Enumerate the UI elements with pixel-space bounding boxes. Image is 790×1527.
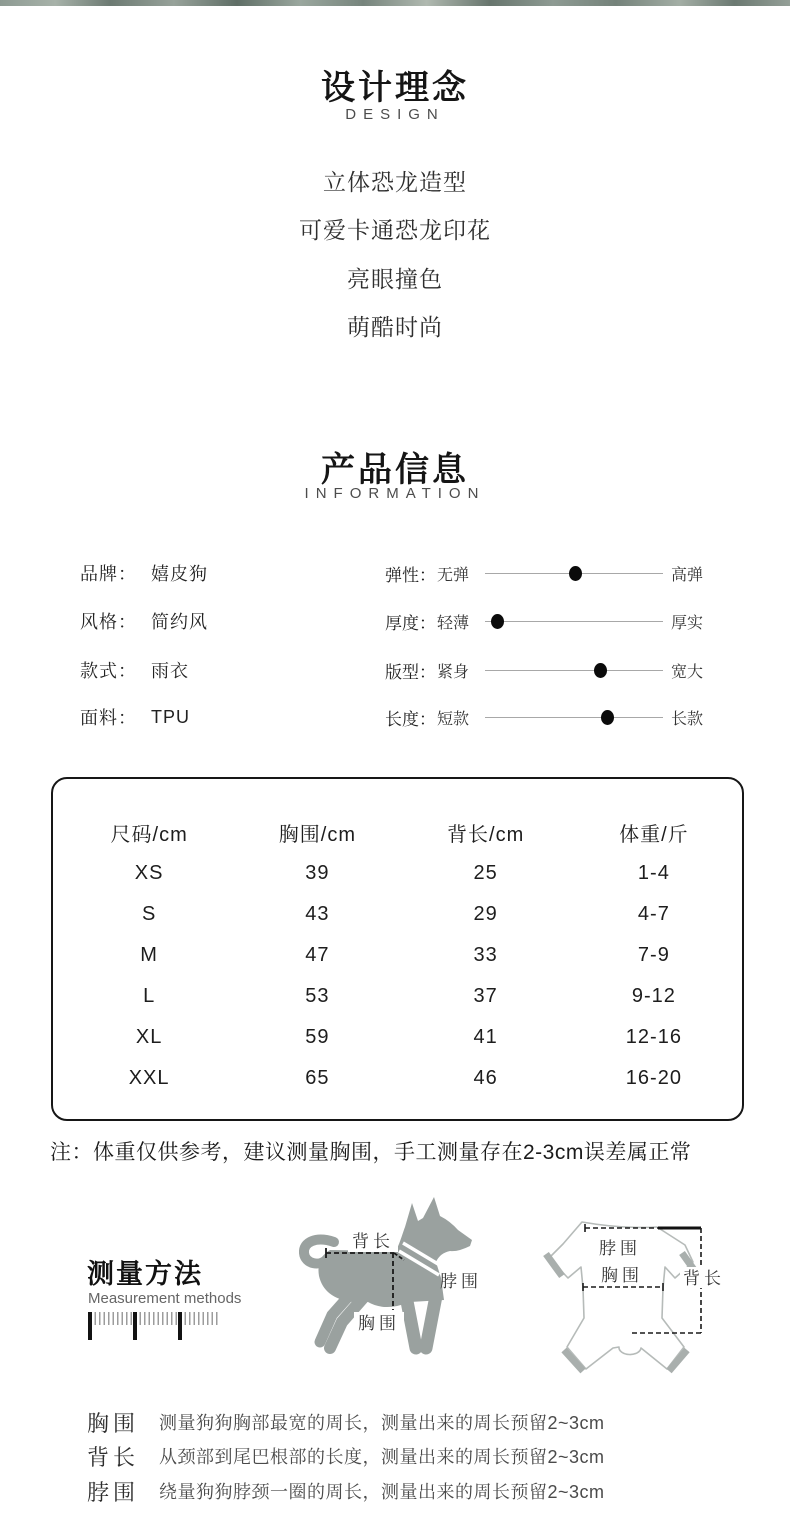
attribute-label: 面料： [80, 708, 137, 728]
size-note: 注：体重仅供参考，建议测量胸围，手工测量存在2-3cm误差属正常 [50, 1141, 692, 1164]
definition-desc: 从颈部到尾巴根部的长度，测量出来的周长预留2~3cm [159, 1447, 605, 1467]
slider-label: 厚度： [385, 613, 436, 633]
dog-back-label: 背长 [352, 1232, 394, 1251]
slider-left-word: 短款 [437, 710, 470, 728]
slider-left-word: 轻薄 [437, 614, 470, 632]
table-row [53, 981, 742, 1011]
header-cell: 背长/cm [447, 823, 525, 846]
table-cell: 65 [305, 1066, 330, 1089]
slider-left-word: 紧身 [437, 663, 470, 681]
definition-row-neck [87, 1477, 605, 1505]
measure-title: 测量方法 [87, 1259, 203, 1289]
slider-right-word: 宽大 [671, 663, 704, 681]
slider-right-word: 厚实 [671, 614, 704, 632]
table-cell: 25 [473, 861, 498, 884]
slider-track [485, 717, 663, 718]
table-cell: 29 [473, 902, 498, 925]
ruler-major-tick [178, 1312, 182, 1340]
table-cell: S [141, 902, 157, 925]
header-cell: 胸围/cm [278, 823, 356, 846]
table-cell: 41 [473, 1025, 498, 1048]
table-cell: XL [135, 1025, 163, 1048]
table-cell: XXL [128, 1066, 170, 1089]
attribute-value: TPU [151, 706, 190, 727]
product-section-subtitle: INFORMATION [304, 485, 486, 502]
slider-dot [594, 663, 607, 678]
attribute-value: 雨衣 [151, 661, 189, 681]
feature-line: 立体恐龙造型 [323, 169, 467, 195]
table-cell: 46 [473, 1066, 498, 1089]
garment-measure-diagram [535, 1200, 765, 1385]
product-section-title: 产品信息 [321, 451, 469, 489]
size-table [51, 777, 744, 1121]
slider-label: 长度： [385, 709, 436, 729]
definition-row-back [87, 1442, 605, 1470]
ruler-small-ticks [90, 1312, 220, 1325]
slider-track [485, 621, 663, 622]
definition-term: 胸围 [87, 1410, 140, 1436]
attribute-row [80, 704, 190, 730]
table-cell: 12-16 [625, 1025, 682, 1048]
attribute-label: 品牌： [80, 564, 137, 584]
table-cell: 39 [305, 861, 330, 884]
table-cell: 4-7 [637, 902, 670, 925]
photo-edge-strip [0, 0, 790, 6]
dog-chest-label: 胸围 [358, 1314, 400, 1333]
ruler-icon [88, 1312, 221, 1340]
table-row [53, 1022, 742, 1052]
garment-chest-label: 胸围 [601, 1266, 643, 1285]
table-row [53, 1063, 742, 1093]
table-cell: M [140, 943, 158, 966]
slider-dot [569, 566, 582, 581]
feature-line: 萌酷时尚 [347, 314, 443, 340]
garment-back-label: 背长 [683, 1269, 725, 1288]
attribute-label: 款式： [80, 661, 137, 681]
measure-subtitle: Measurement methods [88, 1290, 242, 1307]
slider-dot [491, 614, 504, 629]
attribute-value: 简约风 [151, 612, 208, 632]
slider-track [485, 670, 663, 671]
slider-track [485, 573, 663, 574]
attribute-value: 嬉皮狗 [151, 564, 208, 584]
definition-desc: 测量狗狗胸部最宽的周长，测量出来的周长预留2~3cm [159, 1413, 605, 1433]
feature-line: 可爱卡通恐龙印花 [299, 217, 491, 243]
header-cell: 体重/斤 [619, 823, 689, 846]
table-cell: 59 [305, 1025, 330, 1048]
dog-measure-diagram [290, 1190, 530, 1380]
table-cell: 37 [473, 984, 498, 1007]
definition-row-chest [87, 1408, 605, 1436]
slider-right-word: 高弹 [671, 566, 704, 584]
table-row [53, 899, 742, 929]
dog-front-leg [426, 1296, 436, 1348]
attribute-row [80, 657, 189, 683]
slider-row-thickness [385, 608, 715, 634]
definition-desc: 绕量狗狗脖颈一圈的周长，测量出来的周长预留2~3cm [159, 1482, 605, 1502]
table-cell: 7-9 [637, 943, 670, 966]
table-row [53, 858, 742, 888]
table-cell: 16-20 [625, 1066, 682, 1089]
dog-neck-label: 脖围 [440, 1272, 482, 1291]
slider-label: 版型： [385, 662, 436, 682]
table-cell: 43 [305, 902, 330, 925]
slider-label: 弹性： [385, 565, 436, 585]
table-cell: XS [134, 861, 164, 884]
size-table-header-row [53, 817, 742, 847]
table-cell: 1-4 [637, 861, 670, 884]
dog-front-leg [406, 1296, 416, 1348]
slider-dot [601, 710, 614, 725]
table-cell: 47 [305, 943, 330, 966]
table-cell: 9-12 [631, 984, 676, 1007]
slider-row-fit [385, 657, 715, 683]
table-cell: L [143, 984, 156, 1007]
slider-right-word: 长款 [671, 710, 704, 728]
attribute-row [80, 608, 208, 634]
table-cell: 33 [473, 943, 498, 966]
header-cell: 尺码/cm [110, 823, 188, 846]
slider-left-word: 无弹 [437, 566, 470, 584]
attribute-label: 风格： [80, 612, 137, 632]
definition-term: 脖围 [87, 1479, 140, 1505]
design-section-title: 设计理念 [321, 69, 469, 107]
ruler-major-tick [133, 1312, 137, 1340]
ruler-major-tick [88, 1312, 92, 1340]
design-section-subtitle: DESIGN [345, 106, 445, 123]
garment-neck-label: 脖围 [599, 1239, 641, 1258]
attribute-row [80, 560, 208, 586]
table-row [53, 940, 742, 970]
feature-line: 亮眼撞色 [347, 266, 443, 292]
slider-row-length [385, 704, 715, 730]
slider-row-elasticity [385, 560, 715, 586]
table-cell: 53 [305, 984, 330, 1007]
definition-term: 背长 [87, 1444, 140, 1470]
